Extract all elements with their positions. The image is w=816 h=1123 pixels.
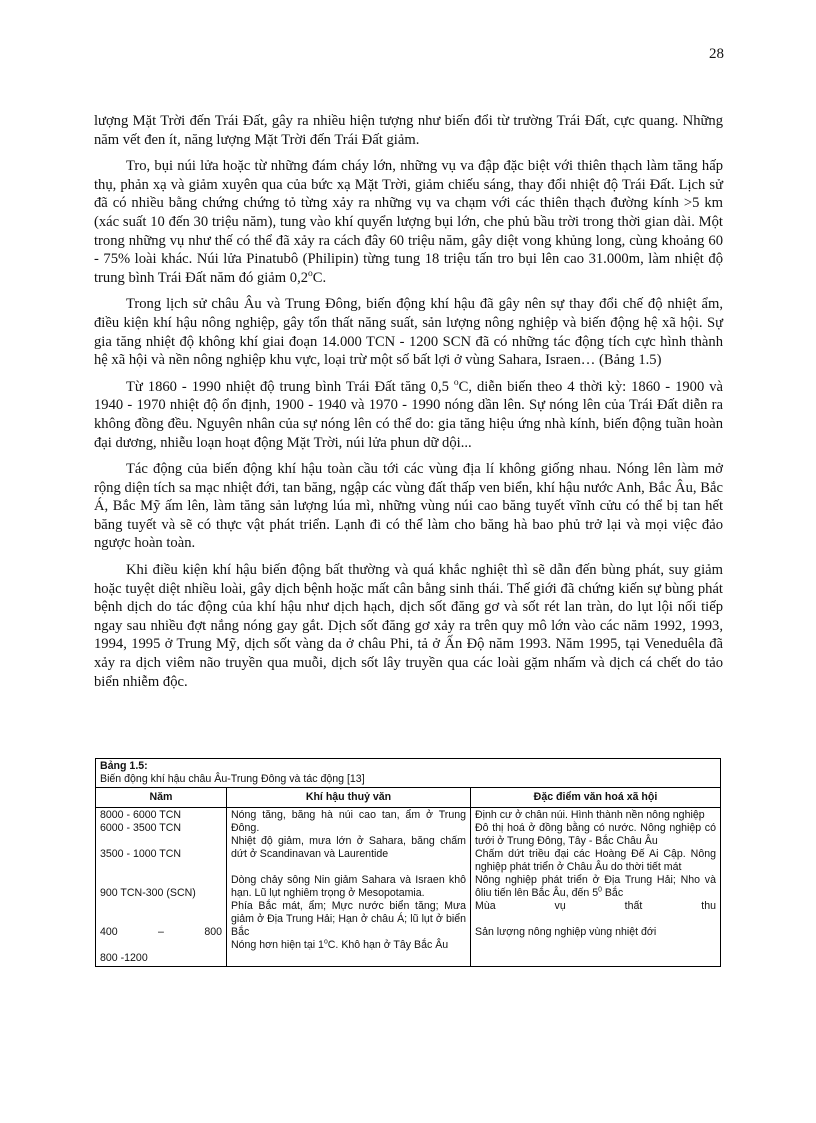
culture-900-300-rest: Bắc	[601, 887, 624, 899]
paragraph-volcanic-ash-unit: C.	[312, 269, 327, 286]
year-800: 800	[204, 926, 222, 938]
column-header-climate: Khí hậu thuỷ văn	[227, 788, 471, 808]
paragraph-temperature-trend	[94, 378, 723, 452]
culture-word-2: vụ	[554, 900, 566, 912]
year-6000-3500: 6000 - 3500 TCN	[100, 822, 182, 834]
table-body-row	[96, 808, 721, 967]
spacer	[475, 913, 716, 926]
body-text	[94, 112, 723, 699]
culture-cell	[471, 808, 721, 967]
culture-word-3: thất	[624, 900, 643, 912]
climate-3500-1000: Dòng chảy sông Nin giảm Sahara và Israen khô hạn. Lũ lụt nghiêm trọng ở Mesopotamia.	[231, 874, 466, 899]
climate-impact-table	[95, 758, 721, 967]
climate-cell	[227, 808, 471, 967]
culture-8000-6000: Định cư ở chân núi. Hình thành nền nông nghiệp	[475, 809, 705, 821]
year-dash: –	[158, 926, 164, 938]
table-caption-row	[96, 759, 721, 788]
degree-sign: o	[453, 377, 459, 388]
paragraph-temperature-trend-text: Từ 1860 - 1990 nhiệt độ trung bình Trái Đất tăng 0,5	[126, 378, 454, 395]
table-caption	[96, 759, 721, 788]
climate-6000-3500: Nhiệt độ giảm, mưa lớn ở Sahara, băng chấm dứt ở Scandinavan và Laurentide	[231, 835, 466, 860]
spacer	[100, 913, 222, 926]
degree-sign: o	[323, 938, 328, 946]
culture-900-300	[475, 874, 716, 900]
column-header-year: Năm	[96, 788, 227, 808]
spacer	[100, 861, 222, 874]
paragraph-regional-impacts: Tác động của biến động khí hậu toàn cầu tới các vùng địa lí không giống nhau. Nóng lên làm mở rộng diện tích sa mạc nhiệt đới, tan băng, ngập các vùng đất thấp ven biển, khí hậu nước Anh, Bắc Âu, Bắc Á, Bắc Mỹ ấm lên, làm tăng sản lượng lúa mì, những vùng núi cao băng tuyết vĩnh cửu có thể bị tan hết băng tuyết và sẽ có thực vật phát triển. Lạnh đi có thể làm cho băng hà bao phủ trở lại và mọi việc đảo ngược hoàn toàn.	[94, 461, 723, 552]
spacer	[231, 861, 466, 874]
climate-impact-table-container	[95, 758, 721, 967]
year-cell	[96, 808, 227, 967]
table-header-row	[96, 788, 721, 808]
year-8000-6000: 8000 - 6000 TCN	[100, 809, 182, 821]
culture-word-1: Mùa	[475, 900, 496, 912]
spacer	[100, 900, 222, 913]
culture-6000-3500: Đô thị hoá ở đồng bằng có nước. Nông nghiệp có tưới ở Trung Đông, Tây - Bắc Châu Âu	[475, 822, 716, 847]
climate-8000-6000: Nóng tăng, băng hà núi cao tan, ẩm ở Trung Đông.	[231, 809, 466, 834]
climate-900-300: Phía Bắc mát, ẩm; Mực nước biển tăng; Mưa giảm ở Địa Trung Hải; Hạn ở châu Á; lũ lụt ở biển Bắc	[231, 900, 466, 938]
degree-sign: 0	[598, 886, 602, 894]
table-caption-subtitle: Biến động khí hậu châu Âu-Trung Đông và tác động [13]	[100, 773, 365, 785]
paragraph-solar-energy: lượng Mặt Trời đến Trái Đất, gây ra nhiều hiện tượng như biến đổi từ trường Trái Đất, cực quang. Những năm vết đen ít, năng lượng Mặt Trời đến Trái Đất giảm.	[94, 113, 723, 148]
culture-word-4: thu	[701, 900, 716, 912]
page-number: 28	[709, 46, 724, 62]
culture-3500-1000: Chấm dứt triều đại các Hoàng Đế Ai Cập. Nông nghiệp phát triển ở Châu Âu do thời tiết mát	[475, 848, 716, 873]
column-header-culture: Đặc điểm văn hoá xã hội	[471, 788, 721, 808]
year-3500-1000: 3500 - 1000 TCN	[100, 848, 182, 860]
climate-800-1200	[231, 939, 466, 952]
culture-400-800	[475, 900, 716, 913]
year-400: 400	[100, 926, 118, 938]
year-900-300: 900 TCN-300 (SCN)	[100, 887, 196, 899]
year-800-1200: 800 -1200	[100, 952, 148, 964]
table-caption-title: Bảng 1.5:	[100, 760, 148, 772]
culture-800-1200: Sản lượng nông nghiệp vùng nhiệt đới	[475, 926, 657, 938]
spacer	[100, 835, 222, 848]
climate-800-1200-rest: C. Khô hạn ở Tây Bắc Âu	[327, 939, 449, 951]
spacer	[100, 874, 222, 887]
paragraph-europe-middle-east: Trong lịch sử châu Âu và Trung Đông, biến động khí hậu đã gây nên sự thay đổi chế độ nhiệt ẩm, điều kiện khí hậu nông nghiệp, gây tổn thất năng suất, sản lượng nông nghiệp và biến động hệ xã hội. Sự gia tăng nhiệt độ không khí giai đoạn 14.000 TCN - 1200 SCN đã có những tác động tích cực hình thành hệ xã hội và nền nông nghiệp khu vực, loại trừ một số bất lợi ở vùng Sahara, Israen… (Bảng 1.5)	[94, 296, 723, 369]
paragraph-epidemics: Khi điều kiện khí hậu biến động bất thường và quá khắc nghiệt thì sẽ dẫn đến bùng phát, suy giảm hoặc tuyệt diệt nhiều loài, gây dịch bệnh hoặc mất cân bằng sinh thái. Thế giới đã chứng kiến sự bùng phát bệnh dịch do tác động của khí hậu như dịch hạch, dịch sốt đăng gơ và sốt rét lan tràn, do lụt lội nối tiếp ngay sau nhiều đợt nắng nóng gay gắt. Dịch sốt đăng gơ xảy ra trên quy mô lớn vào các năm 1992, 1993, 1994, 1995 ở Trung Mỹ, dịch sốt vàng da ở châu Phi, tả ở Ấn Độ năm 1993. Năm 1995, tại Veneduêla đã xảy ra dịch viêm não truyền qua muỗi, dịch sốt lây truyền qua các loài gặm nhấm và dịch cá chết do tảo biển nhiễm độc.	[94, 562, 723, 690]
degree-sign: o	[308, 268, 313, 279]
paragraph-volcanic-ash-text: Tro, bụi núi lửa hoặc từ những đám cháy lớn, những vụ va đập đặc biệt với thiên thạch làm tăng hấp thụ, phản xạ và giảm xuyên qua của bức xạ Mặt Trời, giảm chiếu sáng, thay đổi nhiệt độ Trái Đất. Lịch sử đã có nhiều bằng chứng chứng tỏ từng xảy ra những vụ va chạm với các thiên thạch đường kính >5 km (xác suất 10 đến 30 triệu năm), tung vào khí quyển lượng bụi lớn, che phủ bầu trời trong thời gian dài. Một trong những vụ như thế có thể đã xảy ra cách đây 60 triệu năm, gây diệt vong khủng long, cùng khoảng 60 - 75% loài khác. Núi lửa Pinatubô (Philipin) từng tung 18 triệu tấn tro bụi lên cao 31.000m, làm nhiệt độ trung bình Trái Đất năm đó giảm 0,2	[94, 158, 723, 286]
year-400-800	[100, 926, 222, 939]
paragraph-temperature-trend-rest: C, diễn biến theo 4 thời kỳ: 1860 - 1900 và 1940 - 1970 nhiệt độ ổn định, 1900 - 1940 và 1970 - 1990 nóng dần lên. Sự nóng lên của Trái Đất diễn ra không đồng đều. Nguyên nhân của sự nóng lên có thể do: gia tăng hiệu ứng nhà kính, biến động tuần hoàn đại dương, nhiễu loạn hoạt động Mặt Trời, núi lửa phun dữ dội...	[94, 378, 723, 451]
climate-800-1200-text: Nóng hơn hiện tại 1	[231, 939, 324, 951]
paragraph-volcanic-ash	[94, 157, 723, 287]
spacer	[100, 939, 222, 952]
culture-900-300-text: Nông nghiệp phát triển ở Địa Trung Hải; Nho và ôliu tiến lên Bắc Âu, đến 5	[475, 874, 716, 899]
